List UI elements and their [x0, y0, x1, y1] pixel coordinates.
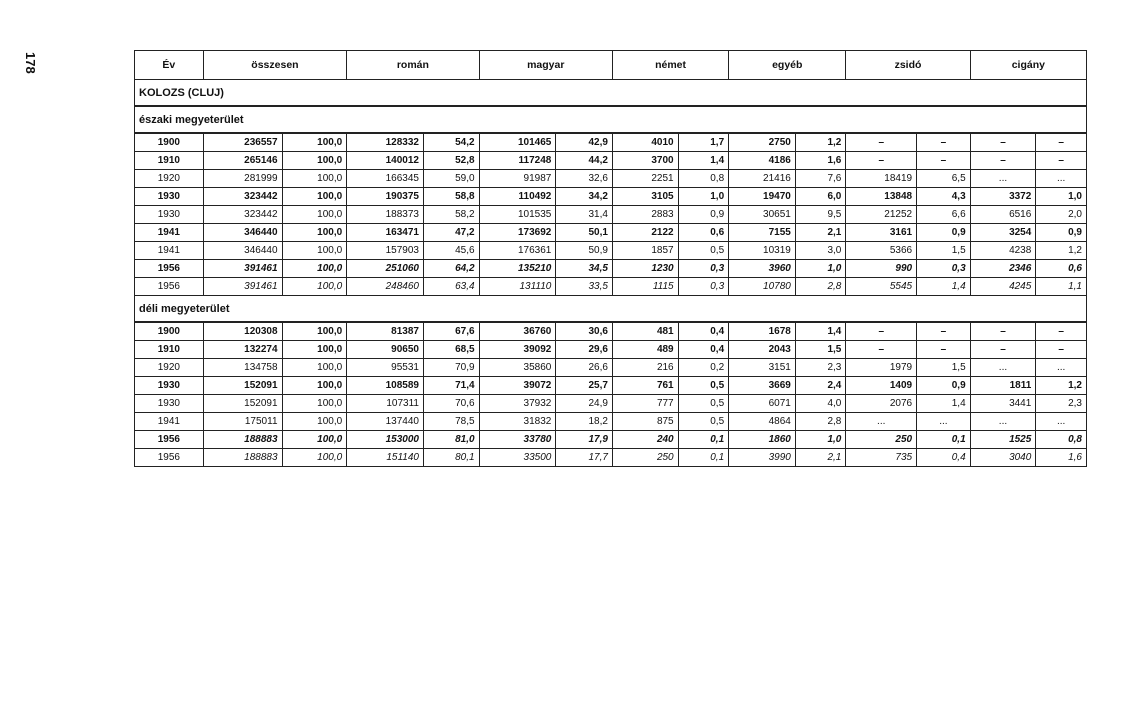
value-cell: 81,0	[423, 431, 479, 449]
value-cell: 50,9	[556, 242, 613, 260]
year-cell: 1941	[135, 242, 204, 260]
value-cell: –	[846, 322, 917, 341]
value-cell: 236557	[203, 133, 282, 152]
year-cell: 1956	[135, 449, 204, 467]
value-cell: 1,1	[1036, 278, 1087, 296]
value-cell: 0,1	[678, 431, 729, 449]
value-cell: 30651	[729, 206, 796, 224]
value-cell: 1,4	[795, 322, 846, 341]
value-cell: 2,3	[1036, 395, 1087, 413]
value-cell: 1,4	[917, 278, 971, 296]
value-cell: 0,9	[917, 377, 971, 395]
value-cell: 30,6	[556, 322, 613, 341]
value-cell: 67,6	[423, 322, 479, 341]
value-cell: 47,2	[423, 224, 479, 242]
value-cell: 2,8	[795, 413, 846, 431]
value-cell: 0,9	[1036, 224, 1087, 242]
value-cell: 70,6	[423, 395, 479, 413]
value-cell: 0,5	[678, 377, 729, 395]
value-cell: 1,4	[917, 395, 971, 413]
value-cell: 0,8	[678, 170, 729, 188]
value-cell: 190375	[347, 188, 424, 206]
value-cell: 0,1	[678, 449, 729, 467]
value-cell: –	[970, 322, 1036, 341]
value-cell: 10780	[729, 278, 796, 296]
value-cell: 32,6	[556, 170, 613, 188]
value-cell: 5545	[846, 278, 917, 296]
value-cell: 1,0	[795, 431, 846, 449]
value-cell: 346440	[203, 224, 282, 242]
city-title: KOLOZS (CLUJ)	[135, 80, 1087, 107]
value-cell: 0,3	[678, 260, 729, 278]
value-cell: 4010	[612, 133, 678, 152]
value-cell: 100,0	[282, 206, 347, 224]
header-hungarian: magyar	[479, 51, 612, 80]
value-cell: 80,1	[423, 449, 479, 467]
value-cell: 1860	[729, 431, 796, 449]
value-cell: 176361	[479, 242, 556, 260]
value-cell: 64,2	[423, 260, 479, 278]
value-cell: ...	[970, 359, 1036, 377]
value-cell: 777	[612, 395, 678, 413]
year-cell: 1920	[135, 170, 204, 188]
value-cell: 0,8	[1036, 431, 1087, 449]
table-row	[135, 322, 1087, 341]
value-cell: 157903	[347, 242, 424, 260]
value-cell: 117248	[479, 152, 556, 170]
value-cell: 25,7	[556, 377, 613, 395]
value-cell: 1,5	[917, 242, 971, 260]
value-cell: 21252	[846, 206, 917, 224]
value-cell: 101535	[479, 206, 556, 224]
value-cell: 2,1	[795, 449, 846, 467]
year-cell: 1930	[135, 395, 204, 413]
value-cell: 21416	[729, 170, 796, 188]
value-cell: 95531	[347, 359, 424, 377]
value-cell: 58,8	[423, 188, 479, 206]
value-cell: –	[846, 133, 917, 152]
value-cell: 35860	[479, 359, 556, 377]
value-cell: 100,0	[282, 152, 347, 170]
value-cell: 107311	[347, 395, 424, 413]
table-row	[135, 188, 1087, 206]
value-cell: 0,6	[678, 224, 729, 242]
value-cell: 735	[846, 449, 917, 467]
value-cell: 132274	[203, 341, 282, 359]
value-cell: 6,5	[917, 170, 971, 188]
value-cell: 100,0	[282, 395, 347, 413]
value-cell: 100,0	[282, 242, 347, 260]
value-cell: 153000	[347, 431, 424, 449]
value-cell: 1,2	[1036, 377, 1087, 395]
year-cell: 1930	[135, 188, 204, 206]
section-title-row	[135, 296, 1087, 323]
value-cell: 101465	[479, 133, 556, 152]
value-cell: 37932	[479, 395, 556, 413]
value-cell: 3372	[970, 188, 1036, 206]
value-cell: –	[970, 341, 1036, 359]
value-cell: 7,6	[795, 170, 846, 188]
value-cell: 151140	[347, 449, 424, 467]
value-cell: 131110	[479, 278, 556, 296]
value-cell: 0,3	[917, 260, 971, 278]
value-cell: 17,7	[556, 449, 613, 467]
value-cell: 0,9	[917, 224, 971, 242]
value-cell: 0,9	[678, 206, 729, 224]
table-row	[135, 170, 1087, 188]
value-cell: 1,2	[1036, 242, 1087, 260]
table-row	[135, 206, 1087, 224]
value-cell: 100,0	[282, 188, 347, 206]
value-cell: 1,2	[795, 133, 846, 152]
value-cell: 100,0	[282, 431, 347, 449]
section-title-row	[135, 106, 1087, 133]
value-cell: 1230	[612, 260, 678, 278]
value-cell: 3161	[846, 224, 917, 242]
value-cell: 2883	[612, 206, 678, 224]
year-cell: 1956	[135, 431, 204, 449]
value-cell: 24,9	[556, 395, 613, 413]
value-cell: ...	[917, 413, 971, 431]
value-cell: 0,5	[678, 242, 729, 260]
page-number: 178	[23, 52, 38, 74]
value-cell: 1,0	[1036, 188, 1087, 206]
value-cell: 188373	[347, 206, 424, 224]
year-cell: 1941	[135, 413, 204, 431]
value-cell: 1,5	[917, 359, 971, 377]
table-row	[135, 359, 1087, 377]
value-cell: –	[917, 341, 971, 359]
value-cell: 100,0	[282, 224, 347, 242]
value-cell: 6516	[970, 206, 1036, 224]
value-cell: 3700	[612, 152, 678, 170]
value-cell: 0,6	[1036, 260, 1087, 278]
value-cell: 188883	[203, 449, 282, 467]
value-cell: 0,2	[678, 359, 729, 377]
value-cell: –	[1036, 152, 1087, 170]
table-row	[135, 377, 1087, 395]
value-cell: –	[917, 133, 971, 152]
header-other: egyéb	[729, 51, 846, 80]
value-cell: 31,4	[556, 206, 613, 224]
value-cell: 3151	[729, 359, 796, 377]
value-cell: 58,2	[423, 206, 479, 224]
value-cell: 489	[612, 341, 678, 359]
value-cell: 34,2	[556, 188, 613, 206]
table-row	[135, 413, 1087, 431]
section-title: északi megyeterület	[135, 106, 1087, 133]
city-title-row	[135, 80, 1087, 107]
value-cell: 2,3	[795, 359, 846, 377]
value-cell: 1,5	[795, 341, 846, 359]
value-cell: 173692	[479, 224, 556, 242]
value-cell: 6,6	[917, 206, 971, 224]
value-cell: 990	[846, 260, 917, 278]
table-row	[135, 395, 1087, 413]
value-cell: 1115	[612, 278, 678, 296]
value-cell: 265146	[203, 152, 282, 170]
value-cell: 33500	[479, 449, 556, 467]
value-cell: 81387	[347, 322, 424, 341]
value-cell: 100,0	[282, 341, 347, 359]
value-cell: –	[970, 133, 1036, 152]
value-cell: ...	[1036, 413, 1087, 431]
table-row	[135, 133, 1087, 152]
value-cell: 0,4	[678, 322, 729, 341]
section-title: déli megyeterület	[135, 296, 1087, 323]
value-cell: 18419	[846, 170, 917, 188]
value-cell: 100,0	[282, 133, 347, 152]
value-cell: 163471	[347, 224, 424, 242]
value-cell: 251060	[347, 260, 424, 278]
value-cell: ...	[1036, 170, 1087, 188]
year-cell: 1900	[135, 133, 204, 152]
value-cell: 0,5	[678, 395, 729, 413]
value-cell: 0,1	[917, 431, 971, 449]
value-cell: 3254	[970, 224, 1036, 242]
value-cell: 391461	[203, 260, 282, 278]
value-cell: 100,0	[282, 413, 347, 431]
value-cell: ...	[846, 413, 917, 431]
year-cell: 1900	[135, 322, 204, 341]
value-cell: 240	[612, 431, 678, 449]
value-cell: 100,0	[282, 377, 347, 395]
value-cell: –	[917, 322, 971, 341]
value-cell: 100,0	[282, 260, 347, 278]
value-cell: 100,0	[282, 359, 347, 377]
value-cell: 1,6	[795, 152, 846, 170]
value-cell: 761	[612, 377, 678, 395]
value-cell: 0,5	[678, 413, 729, 431]
value-cell: 166345	[347, 170, 424, 188]
value-cell: 1,7	[678, 133, 729, 152]
value-cell: 100,0	[282, 322, 347, 341]
table-row	[135, 449, 1087, 467]
value-cell: 1,6	[1036, 449, 1087, 467]
value-cell: 39072	[479, 377, 556, 395]
year-cell: 1920	[135, 359, 204, 377]
table-row	[135, 341, 1087, 359]
header-row	[135, 51, 1087, 80]
value-cell: 18,2	[556, 413, 613, 431]
value-cell: 2750	[729, 133, 796, 152]
year-cell: 1956	[135, 278, 204, 296]
value-cell: 250	[612, 449, 678, 467]
value-cell: 2251	[612, 170, 678, 188]
value-cell: 50,1	[556, 224, 613, 242]
value-cell: 33,5	[556, 278, 613, 296]
header-jewish: zsidó	[846, 51, 970, 80]
value-cell: 39092	[479, 341, 556, 359]
census-table	[134, 50, 1087, 467]
value-cell: 2,8	[795, 278, 846, 296]
value-cell: 91987	[479, 170, 556, 188]
value-cell: 1857	[612, 242, 678, 260]
table-row	[135, 152, 1087, 170]
value-cell: 44,2	[556, 152, 613, 170]
value-cell: 29,6	[556, 341, 613, 359]
value-cell: 175011	[203, 413, 282, 431]
value-cell: 2,0	[1036, 206, 1087, 224]
table-row	[135, 242, 1087, 260]
value-cell: 3960	[729, 260, 796, 278]
value-cell: 188883	[203, 431, 282, 449]
value-cell: 1678	[729, 322, 796, 341]
header-year: Év	[135, 51, 204, 80]
value-cell: 4,3	[917, 188, 971, 206]
value-cell: 5366	[846, 242, 917, 260]
year-cell: 1930	[135, 377, 204, 395]
value-cell: 17,9	[556, 431, 613, 449]
value-cell: 1525	[970, 431, 1036, 449]
value-cell: –	[1036, 133, 1087, 152]
value-cell: 120308	[203, 322, 282, 341]
value-cell: 2043	[729, 341, 796, 359]
value-cell: 10319	[729, 242, 796, 260]
value-cell: 323442	[203, 188, 282, 206]
value-cell: 391461	[203, 278, 282, 296]
value-cell: 3669	[729, 377, 796, 395]
year-cell: 1910	[135, 341, 204, 359]
value-cell: 481	[612, 322, 678, 341]
value-cell: 3990	[729, 449, 796, 467]
value-cell: 36760	[479, 322, 556, 341]
value-cell: 0,4	[917, 449, 971, 467]
value-cell: 6071	[729, 395, 796, 413]
value-cell: 100,0	[282, 170, 347, 188]
table-row	[135, 224, 1087, 242]
value-cell: 45,6	[423, 242, 479, 260]
value-cell: 4238	[970, 242, 1036, 260]
value-cell: 4,0	[795, 395, 846, 413]
value-cell: 2346	[970, 260, 1036, 278]
value-cell: –	[917, 152, 971, 170]
value-cell: 63,4	[423, 278, 479, 296]
value-cell: 54,2	[423, 133, 479, 152]
value-cell: 1979	[846, 359, 917, 377]
value-cell: 70,9	[423, 359, 479, 377]
header-total: összesen	[203, 51, 346, 80]
value-cell: 137440	[347, 413, 424, 431]
value-cell: 134758	[203, 359, 282, 377]
value-cell: 6,0	[795, 188, 846, 206]
value-cell: 2,4	[795, 377, 846, 395]
value-cell: –	[970, 152, 1036, 170]
value-cell: 135210	[479, 260, 556, 278]
year-cell: 1956	[135, 260, 204, 278]
value-cell: 9,5	[795, 206, 846, 224]
value-cell: ...	[970, 170, 1036, 188]
value-cell: 42,9	[556, 133, 613, 152]
value-cell: 2076	[846, 395, 917, 413]
value-cell: –	[1036, 341, 1087, 359]
year-cell: 1930	[135, 206, 204, 224]
value-cell: 2122	[612, 224, 678, 242]
value-cell: 323442	[203, 206, 282, 224]
value-cell: 1811	[970, 377, 1036, 395]
value-cell: 100,0	[282, 449, 347, 467]
value-cell: –	[1036, 322, 1087, 341]
table-row	[135, 278, 1087, 296]
value-cell: –	[846, 341, 917, 359]
value-cell: –	[846, 152, 917, 170]
value-cell: 110492	[479, 188, 556, 206]
value-cell: 248460	[347, 278, 424, 296]
value-cell: 33780	[479, 431, 556, 449]
value-cell: 26,6	[556, 359, 613, 377]
value-cell: 2,1	[795, 224, 846, 242]
value-cell: 4186	[729, 152, 796, 170]
value-cell: 3,0	[795, 242, 846, 260]
year-cell: 1910	[135, 152, 204, 170]
value-cell: 1,0	[795, 260, 846, 278]
value-cell: 3441	[970, 395, 1036, 413]
value-cell: ...	[1036, 359, 1087, 377]
value-cell: 34,5	[556, 260, 613, 278]
value-cell: 152091	[203, 395, 282, 413]
value-cell: 4864	[729, 413, 796, 431]
value-cell: 59,0	[423, 170, 479, 188]
value-cell: 152091	[203, 377, 282, 395]
year-cell: 1941	[135, 224, 204, 242]
value-cell: 1,0	[678, 188, 729, 206]
value-cell: 71,4	[423, 377, 479, 395]
value-cell: 346440	[203, 242, 282, 260]
table-row	[135, 431, 1087, 449]
value-cell: 281999	[203, 170, 282, 188]
value-cell: 0,3	[678, 278, 729, 296]
value-cell: 7155	[729, 224, 796, 242]
value-cell: 250	[846, 431, 917, 449]
value-cell: 1409	[846, 377, 917, 395]
value-cell: 216	[612, 359, 678, 377]
value-cell: 4245	[970, 278, 1036, 296]
value-cell: 52,8	[423, 152, 479, 170]
value-cell: 68,5	[423, 341, 479, 359]
value-cell: 108589	[347, 377, 424, 395]
value-cell: 3040	[970, 449, 1036, 467]
table-row	[135, 260, 1087, 278]
value-cell: 90650	[347, 341, 424, 359]
value-cell: ...	[970, 413, 1036, 431]
value-cell: 128332	[347, 133, 424, 152]
header-roma: cigány	[970, 51, 1086, 80]
header-romanian: román	[347, 51, 479, 80]
value-cell: 31832	[479, 413, 556, 431]
value-cell: 1,4	[678, 152, 729, 170]
value-cell: 0,4	[678, 341, 729, 359]
value-cell: 13848	[846, 188, 917, 206]
value-cell: 875	[612, 413, 678, 431]
value-cell: 19470	[729, 188, 796, 206]
value-cell: 78,5	[423, 413, 479, 431]
header-german: német	[612, 51, 728, 80]
value-cell: 140012	[347, 152, 424, 170]
value-cell: 3105	[612, 188, 678, 206]
value-cell: 100,0	[282, 278, 347, 296]
